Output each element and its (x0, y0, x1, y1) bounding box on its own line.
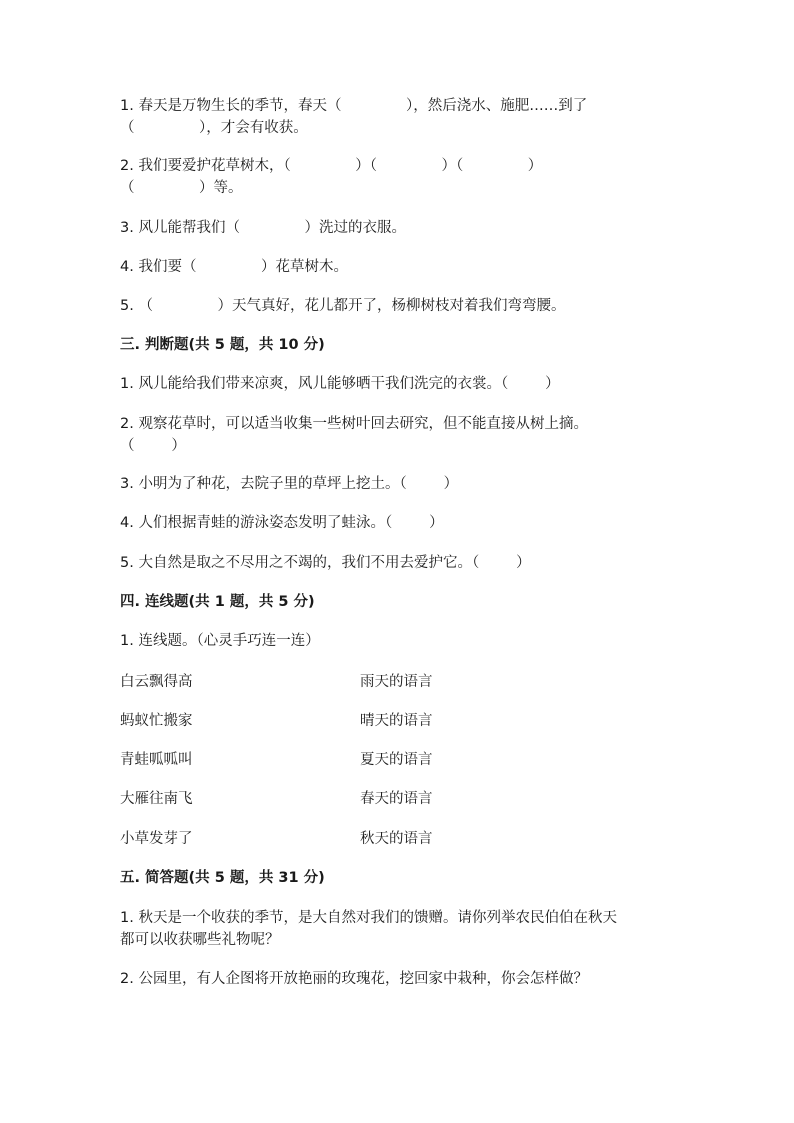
judge-question-3: 3. 小明为了种花，去院子里的草坪上挖土。（ ） (120, 476, 459, 492)
short-answer-1-line1: 1. 秋天是一个收获的季节，是大自然对我们的馈赠。请你列举农民伯伯在秋天 (120, 910, 617, 926)
fill-question-4: 4. 我们要（ ）花草树木。 (120, 259, 348, 275)
fill-question-2-line2: （ ）等。 (120, 180, 243, 196)
matching-left-item: 白云飘得高 (120, 674, 193, 690)
matching-right-item: 夏天的语言 (360, 752, 433, 768)
matching-right-item: 雨天的语言 (360, 674, 433, 690)
section-3-heading: 三. 判断题(共 5 题，共 10 分) (120, 337, 325, 353)
judge-question-2-line1: 2. 观察花草时，可以适当收集一些树叶回去研究，但不能直接从树上摘。 (120, 416, 588, 432)
short-answer-2: 2. 公园里，有人企图将开放艳丽的玫瑰花，挖回家中栽种，你会怎样做？ (120, 971, 588, 987)
fill-question-1-line2: （ ），才会有收获。 (120, 120, 308, 136)
matching-right-item: 晴天的语言 (360, 713, 433, 729)
matching-right-item: 秋天的语言 (360, 831, 433, 847)
judge-question-5: 5. 大自然是取之不尽用之不竭的，我们不用去爱护它。（ ） (120, 555, 531, 571)
judge-question-1: 1. 风儿能给我们带来凉爽，风儿能够晒干我们洗完的衣裳。（ ） (120, 376, 560, 392)
judge-question-4: 4. 人们根据青蛙的游泳姿态发明了蛙泳。（ ） (120, 515, 444, 531)
matching-right-item: 春天的语言 (360, 791, 433, 807)
matching-left-item: 大雁往南飞 (120, 791, 193, 807)
matching-left-item: 青蛙呱呱叫 (120, 752, 193, 768)
matching-question: 1. 连线题。（心灵手巧连一连） (120, 633, 320, 649)
section-5-heading: 五. 简答题(共 5 题，共 31 分) (120, 870, 325, 886)
fill-question-2-line1: 2. 我们要爱护花草树木，（ ）（ ）（ ） (120, 158, 543, 174)
fill-question-5: 5. （ ）天气真好，花儿都开了，杨柳树枝对着我们弯弯腰。 (120, 298, 566, 314)
section-4-heading: 四. 连线题(共 1 题，共 5 分) (120, 594, 315, 610)
matching-left-item: 小草发芽了 (120, 831, 193, 847)
matching-left-item: 蚂蚁忙搬家 (120, 713, 193, 729)
fill-question-1-line1: 1. 春天是万物生长的季节，春天（ ），然后浇水、施肥……到了 (120, 98, 588, 114)
fill-question-3: 3. 风儿能帮我们（ ）洗过的衣服。 (120, 220, 406, 236)
judge-question-2-line2: （ ） (120, 438, 186, 454)
short-answer-1-line2: 都可以收获哪些礼物呢？ (120, 932, 280, 948)
